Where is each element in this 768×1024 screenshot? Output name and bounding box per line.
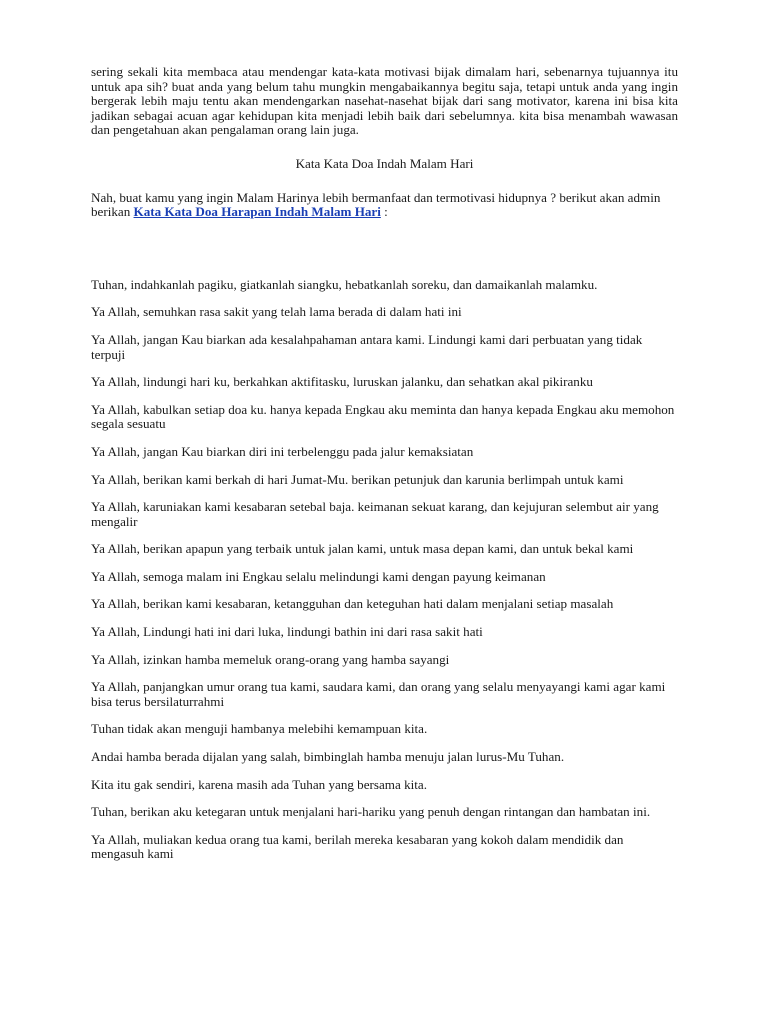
prayer-item: Ya Allah, jangan Kau biarkan diri ini terbelenggu pada jalur kemaksiatan xyxy=(91,443,474,459)
prayer-item: Ya Allah, kabulkan setiap doa ku. hanya kepada Engkau aku meminta dan hanya kepada Engkau aku memohon segala sesuatu xyxy=(91,401,675,432)
prayer-item: Andai hamba berada dijalan yang salah, bimbinglah hamba menuju jalan lurus-Mu Tuhan. xyxy=(91,749,565,765)
prayer-item: Ya Allah, panjangkan umur orang tua kami, saudara kami, dan orang yang selalu menyayangi kami agar kami bisa terus bersilaturrahmi xyxy=(91,679,666,709)
prayer-item: Kita itu gak sendiri, karena masih ada Tuhan yang bersama kita. xyxy=(91,776,427,792)
section-heading: Kata Kata Doa Indah Malam Hari xyxy=(295,155,474,171)
prayer-item: Ya Allah, karuniakan kami kesabaran setebal baja. keimanan sekuat karang, dan kejujuran selembut air yang mengalir xyxy=(91,499,659,529)
lead-paragraph xyxy=(91,191,678,220)
prayer-item: Ya Allah, berikan kami kesabaran, ketangguhan dan keteguhan hati dalam menjalani setiap masalah xyxy=(91,596,614,612)
prayer-item: Ya Allah, semuhkan rasa sakit yang telah lama berada di dalam hati ini xyxy=(91,304,462,320)
prayer-item: Ya Allah, jangan Kau biarkan ada kesalahpahaman antara kami. Lindungi kami dari perbuatan yang tidak terpuji xyxy=(91,331,643,362)
prayer-item: Tuhan, indahkanlah pagiku, giatkanlah siangku, hebatkanlah soreku, dan damaikanlah malamku. xyxy=(91,276,598,292)
document-page xyxy=(91,65,678,875)
prayer-item: Ya Allah, Lindungi hati ini dari luka, lindungi bathin ini dari rasa sakit hati xyxy=(91,624,483,640)
article-link[interactable]: Kata Kata Doa Harapan Indah Malam Hari xyxy=(133,204,381,220)
prayer-item: Tuhan tidak akan menguji hambanya melebihi kemampuan kita. xyxy=(91,721,428,737)
prayer-item: Tuhan, berikan aku ketegaran untuk menjalani hari-hariku yang penuh dengan rintangan dan hambatan ini. xyxy=(91,804,651,820)
prayer-list xyxy=(91,278,678,862)
prayer-item: Ya Allah, semoga malam ini Engkau selalu melindungi kami dengan payung keimanan xyxy=(91,568,546,584)
intro-paragraph: sering sekali kita membaca atau mendengar kata-kata motivasi bijak dimalam hari, sebenarnya tujuannya itu untuk apa sih? buat anda yang belum tahu mungkin mengabaikannya begitu saja, tetapi untuk anda yang ingin bergerak lebih maju tentu akan mendengarkan nasehat-nasehat bijak dari sang motivator, karena ini bisa kita jadikan sebagai acuan agar kehidupan kita menjadi lebih baik dari sebelumnya. kita bisa menambah wawasan dan pengetahuan akan pengalaman orang lain juga. xyxy=(91,64,678,138)
prayer-item: Ya Allah, muliakan kedua orang tua kami, berilah mereka kesabaran yang kokoh dalam mendidik dan mengasuh kami xyxy=(91,831,624,862)
blank-space xyxy=(91,220,678,278)
prayer-item: Ya Allah, lindungi hari ku, berkahkan aktifitasku, luruskan jalanku, dan sehatkan akal pikiranku xyxy=(91,374,593,390)
prayer-item: Ya Allah, berikan kami berkah di hari Jumat-Mu. berikan petunjuk dan karunia berlimpah untuk kami xyxy=(91,471,624,487)
lead-text: Nah, buat kamu yang ingin Malam Harinya lebih bermanfaat dan termotivasi hidupnya ? berikut akan admin berikan xyxy=(91,189,661,220)
prayer-item: Ya Allah, izinkan hamba memeluk orang-orang yang hamba sayangi xyxy=(91,651,450,667)
lead-suffix: : xyxy=(380,204,388,220)
prayer-item: Ya Allah, berikan apapun yang terbaik untuk jalan kami, untuk masa depan kami, dan untuk bekal kami xyxy=(91,541,634,557)
